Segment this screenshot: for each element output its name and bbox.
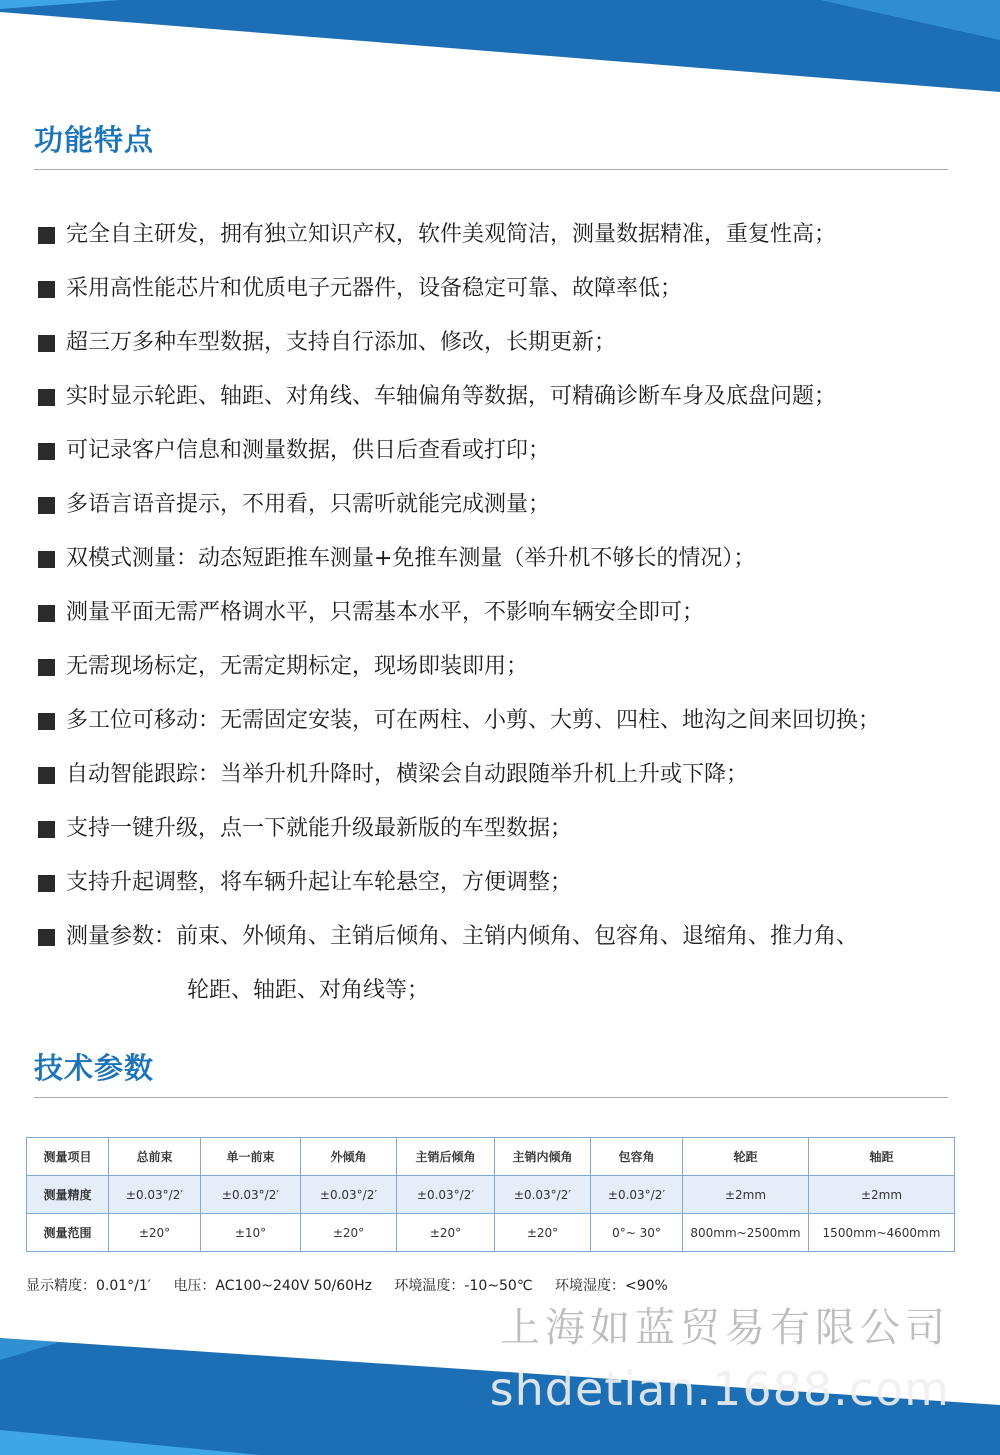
table-cell: ±0.03°/2′ xyxy=(301,1176,397,1214)
table-header-cell: 测量项目 xyxy=(27,1138,109,1176)
bullet-icon xyxy=(38,551,55,568)
feature-item: 自动智能跟踪：当举升机升降时，横梁会自动跟随举升机上升或下降； xyxy=(38,752,968,806)
table-cell: ±20° xyxy=(495,1214,591,1252)
bullet-icon xyxy=(38,281,55,298)
voltage: 电压：AC100~240V 50/60Hz xyxy=(173,1278,372,1294)
bullet-icon xyxy=(38,335,55,352)
feature-item: 测量平面无需严格调水平，只需基本水平，不影响车辆安全即可； xyxy=(38,590,968,644)
table-cell: ±20° xyxy=(109,1214,201,1252)
features-divider xyxy=(34,169,948,170)
table-header-cell: 总前束 xyxy=(109,1138,201,1176)
table-row-header: 测量精度 xyxy=(27,1176,109,1214)
table-cell: ±0.03°/2′ xyxy=(591,1176,683,1214)
table-header-cell: 主销内倾角 xyxy=(495,1138,591,1176)
table-cell: 1500mm~4600mm xyxy=(809,1214,955,1252)
top-banner-graphic xyxy=(0,0,1000,100)
bullet-icon xyxy=(38,443,55,460)
spec-table xyxy=(26,1137,955,1252)
feature-item-continuation: 轮距、轴距、对角线等； xyxy=(187,978,430,1003)
bullet-icon xyxy=(38,875,55,892)
table-cell: ±0.03°/2′ xyxy=(397,1176,495,1214)
bullet-icon xyxy=(38,713,55,730)
table-header-cell: 轴距 xyxy=(809,1138,955,1176)
footer-specs xyxy=(26,1275,686,1295)
feature-item: 采用高性能芯片和优质电子元器件，设备稳定可靠、故障率低； xyxy=(38,266,968,320)
table-header-cell: 单一前束 xyxy=(201,1138,301,1176)
table-cell: ±0.03°/2′ xyxy=(201,1176,301,1214)
feature-item: 实时显示轮距、轴距、对角线、车轴偏角等数据，可精确诊断车身及底盘问题； xyxy=(38,374,968,428)
feature-item: 超三万多种车型数据，支持自行添加、修改，长期更新； xyxy=(38,320,968,374)
table-cell: ±20° xyxy=(397,1214,495,1252)
feature-item: 支持升起调整，将车辆升起让车轮悬空，方便调整； xyxy=(38,860,968,914)
table-header-cell: 主销后倾角 xyxy=(397,1138,495,1176)
table-cell: ±2mm xyxy=(809,1176,955,1214)
bullet-icon xyxy=(38,929,55,946)
feature-item: 双模式测量：动态短距推车测量+免推车测量（举升机不够长的情况）； xyxy=(38,536,968,590)
specs-title: 技术参数 xyxy=(34,1051,155,1085)
table-row-header: 测量范围 xyxy=(27,1214,109,1252)
feature-item: 完全自主研发，拥有独立知识产权，软件美观简洁，测量数据精准，重复性高； xyxy=(38,212,968,266)
feature-item: 可记录客户信息和测量数据，供日后查看或打印； xyxy=(38,428,968,482)
table-cell: ±0.03°/2′ xyxy=(495,1176,591,1214)
table-cell: ±10° xyxy=(201,1214,301,1252)
table-header-cell: 包容角 xyxy=(591,1138,683,1176)
bullet-icon xyxy=(38,821,55,838)
temperature: 环境温度：-10~50℃ xyxy=(394,1278,533,1294)
bullet-icon xyxy=(38,389,55,406)
table-cell: ±2mm xyxy=(683,1176,809,1214)
table-cell: ±0.03°/2′ xyxy=(109,1176,201,1214)
bullet-icon xyxy=(38,497,55,514)
bullet-icon xyxy=(38,605,55,622)
table-row xyxy=(27,1214,955,1252)
humidity: 环境湿度：<90% xyxy=(555,1278,668,1294)
bullet-icon xyxy=(38,227,55,244)
watermark-url: shdetian.1688.com xyxy=(489,1362,950,1416)
feature-item: 多语言语音提示，不用看，只需听就能完成测量； xyxy=(38,482,968,536)
watermark-company: 上海如蓝贸易有限公司 xyxy=(500,1305,950,1351)
table-cell: ±20° xyxy=(301,1214,397,1252)
features-list xyxy=(38,212,968,1022)
table-row xyxy=(27,1176,955,1214)
table-cell: 800mm~2500mm xyxy=(683,1214,809,1252)
feature-item: 测量参数：前束、外倾角、主销后倾角、主销内倾角、包容角、退缩角、推力角、 xyxy=(38,914,968,968)
table-header-row xyxy=(27,1138,955,1176)
specs-divider xyxy=(34,1097,948,1098)
table-header-cell: 外倾角 xyxy=(301,1138,397,1176)
feature-item: 支持一键升级，点一下就能升级最新版的车型数据； xyxy=(38,806,968,860)
table-header-cell: 轮距 xyxy=(683,1138,809,1176)
bullet-icon xyxy=(38,659,55,676)
feature-item: 多工位可移动：无需固定安装，可在两柱、小剪、大剪、四柱、地沟之间来回切换； xyxy=(38,698,968,752)
display-precision: 显示精度：0.01°/1′ xyxy=(26,1278,151,1294)
features-title: 功能特点 xyxy=(34,123,155,157)
bullet-icon xyxy=(38,767,55,784)
table-cell: 0°~ 30° xyxy=(591,1214,683,1252)
feature-item: 无需现场标定，无需定期标定，现场即装即用； xyxy=(38,644,968,698)
